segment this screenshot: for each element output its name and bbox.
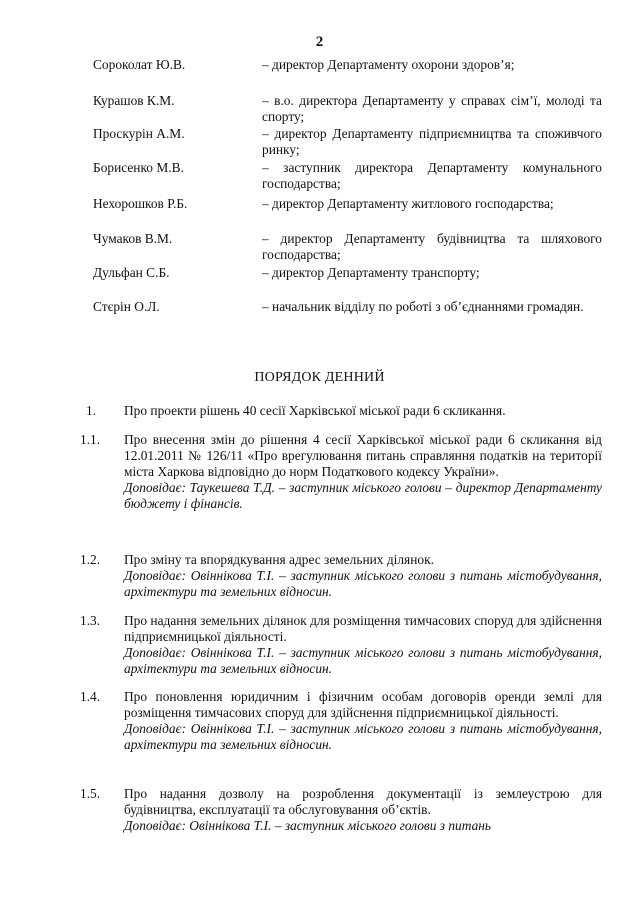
agenda-item-number: 1.2. bbox=[80, 552, 101, 567]
agenda-item-title: Про поновлення юридичним і фізичним особам договорів оренди землі для розміщення тимчасових споруд для здійснення підприємницької діяльності. bbox=[124, 689, 602, 720]
agenda-item-body bbox=[124, 689, 602, 753]
agenda-item-body bbox=[124, 786, 602, 834]
agenda-item-reporter: Доповідає: Овіннікова Т.І. – заступник міського голови з питань містобудування, архітектури та земельних відносин. bbox=[124, 568, 602, 599]
agenda-item-reporter: Доповідає: Овіннікова Т.І. – заступник міського голови з питань містобудування, архітектури та земельних відносин. bbox=[124, 721, 602, 752]
agenda-title: ПОРЯДОК ДЕННИЙ bbox=[254, 370, 385, 385]
agenda-item-title: Про внесення змін до рішення 4 сесії Харківської міської ради 6 скликання від 12.01.2011 № 126/11 «Про врегулювання питань справляння податків на території міста Харкова відповідно до норм Податкового кодексу України». bbox=[124, 432, 602, 479]
attendee-name: Борисенко М.В. bbox=[93, 160, 184, 175]
page-number: 2 bbox=[315, 34, 324, 50]
attendee-role: – директор Департаменту житлового господарства; bbox=[262, 196, 554, 211]
attendee-name: Чумаков В.М. bbox=[93, 231, 173, 246]
attendee-role: – директор Департаменту транспорту; bbox=[262, 265, 480, 280]
agenda-item-number: 1. bbox=[86, 403, 97, 418]
agenda-item-body bbox=[124, 552, 602, 600]
attendee-role: – директор Департаменту підприємництва та споживчого ринку; bbox=[262, 126, 602, 157]
agenda-item-reporter: Доповідає: Овіннікова Т.І. – заступник міського голови з питань bbox=[124, 818, 491, 833]
attendee-role: – в.о. директора Департаменту у справах сім’ї, молоді та спорту; bbox=[262, 93, 602, 124]
agenda-item-number: 1.1. bbox=[80, 432, 101, 447]
attendee-name: Нехорошков Р.Б. bbox=[93, 196, 188, 211]
agenda-item-title: Про надання земельних ділянок для розміщення тимчасових споруд для здійснення підприємницької діяльності. bbox=[124, 613, 602, 644]
agenda-item-reporter: Доповідає: Овіннікова Т.І. – заступник міського голови з питань містобудування, архітектури та земельних відносин. bbox=[124, 645, 602, 676]
attendee-name: Проскурін А.М. bbox=[93, 126, 185, 141]
attendee-name: Сороколат Ю.В. bbox=[93, 57, 186, 72]
attendee-role: – директор Департаменту охорони здоров’я; bbox=[262, 57, 515, 72]
attendee-role: – директор Департаменту будівництва та шляхового господарства; bbox=[262, 231, 602, 262]
agenda-item-body bbox=[124, 432, 602, 512]
agenda-item-title: Про проекти рішень 40 сесії Харківської міської ради 6 скликання. bbox=[124, 403, 506, 418]
agenda-item-title: Про зміну та впорядкування адрес земельних ділянок. bbox=[124, 552, 434, 567]
attendee-role: – заступник директора Департаменту комунального господарства; bbox=[262, 160, 602, 191]
agenda-item-title: Про надання дозволу на розроблення документації із землеустрою для будівництва, експлуатації та обслуговування об’єктів. bbox=[124, 786, 602, 817]
agenda-item-number: 1.5. bbox=[80, 786, 101, 801]
agenda-item-body bbox=[124, 613, 602, 677]
attendee-name: Стєрін О.Л. bbox=[93, 299, 160, 314]
agenda-item-number: 1.3. bbox=[80, 613, 101, 628]
agenda-item-body bbox=[124, 403, 602, 419]
attendee-name: Курашов К.М. bbox=[93, 93, 175, 108]
agenda-item-number: 1.4. bbox=[80, 689, 101, 704]
agenda-item-reporter: Доповідає: Таукешева Т.Д. – заступник міського голови – директор Департаменту бюджету і фінансів. bbox=[124, 480, 602, 511]
attendee-role: – начальник відділу по роботі з об’єднаннями громадян. bbox=[262, 299, 584, 314]
attendee-name: Дульфан С.Б. bbox=[93, 265, 170, 280]
